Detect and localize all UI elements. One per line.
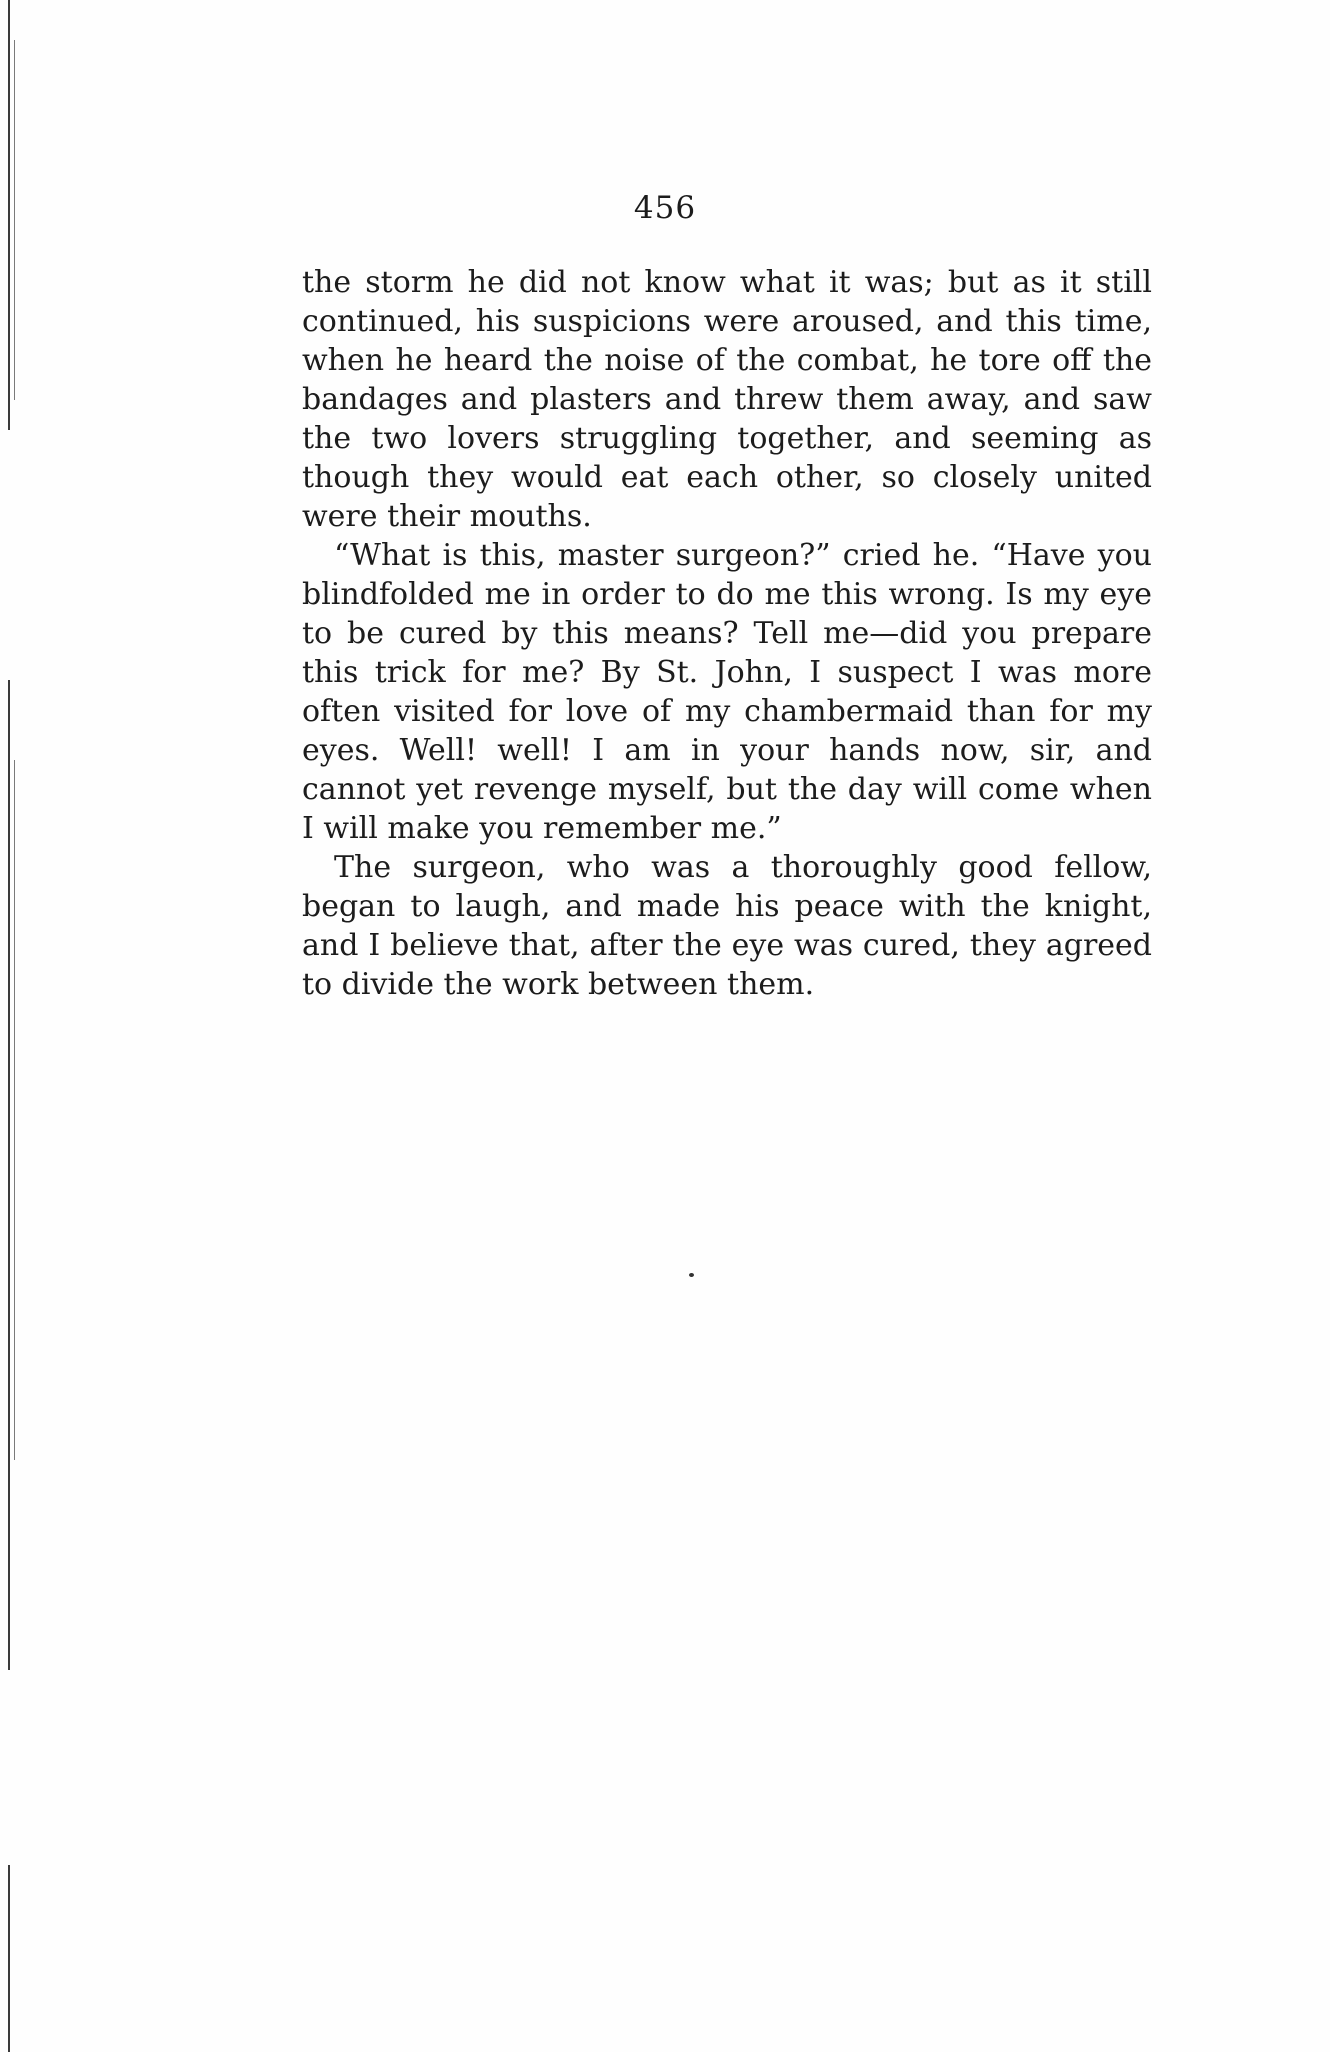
ink-speck — [689, 1273, 694, 1277]
paragraph: the storm he did not know what it was; but as it still continued, his suspicions were aroused, and this time, when he heard the noise of the combat, he tore off the bandages and plasters and threw them away, and saw the two lovers struggling together, and seeming as though they would eat each other, so closely united were their mouths. — [302, 265, 1152, 534]
binding-edge-mark — [8, 680, 10, 1670]
page-number: 456 — [633, 190, 697, 226]
body-text — [302, 263, 1152, 1004]
paragraph: The surgeon, who was a thoroughly good fellow, began to laugh, and made his peace with the knight, and I believe that, after the eye was cured, they agreed to divide the work between them. — [302, 850, 1152, 1002]
binding-edge-mark — [14, 760, 15, 1460]
binding-edge-mark — [8, 1865, 10, 2052]
paragraph: “What is this, master surgeon?” cried he. “Have you blindfolded me in order to do me this wrong. Is my eye to be cured by this means? Tell me—did you prepare this trick for me? By St. John, I suspect I was more often visited for love of my chambermaid than for my eyes. Well! well! I am in your hands now, sir, and cannot yet revenge myself, but the day will come when I will make you remember me.” — [302, 538, 1152, 846]
